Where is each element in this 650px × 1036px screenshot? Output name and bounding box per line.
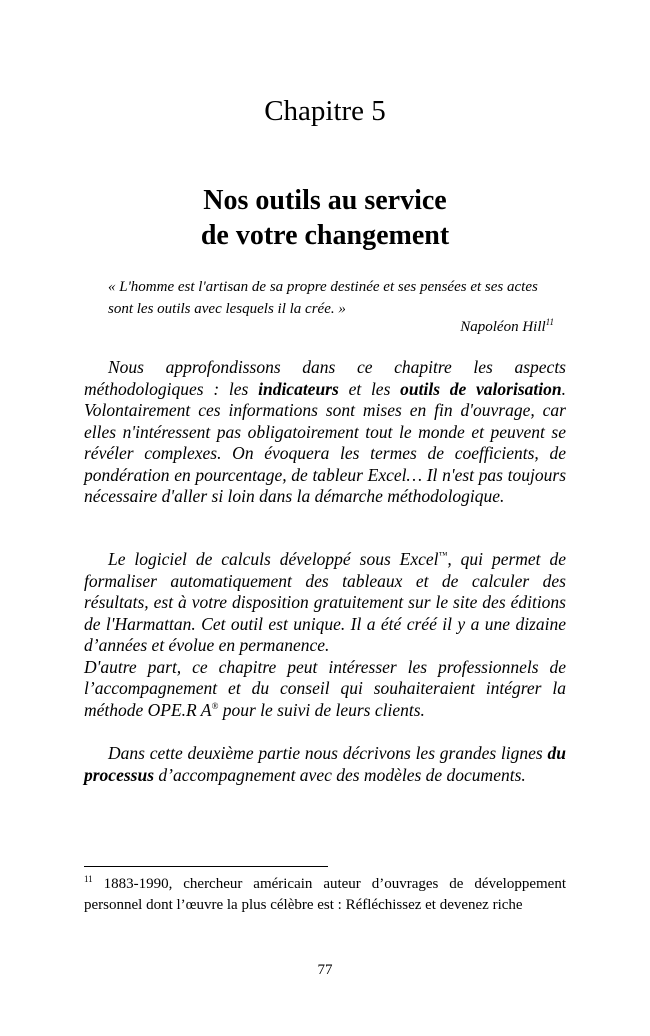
- para1-bold-indicateurs: indicateurs: [258, 378, 339, 399]
- paragraph-3: [84, 743, 566, 786]
- para2-text-a: Le logiciel de calculs développé sous Excel: [108, 549, 439, 569]
- chapter-heading: Chapitre 5: [264, 95, 386, 127]
- para3-text-b: d’accompagnement avec des modèles de documents.: [154, 764, 526, 785]
- footnote-number: 11: [84, 874, 93, 884]
- para3-text-a: Dans cette deuxième partie nous décrivons les grandes lignes: [108, 743, 548, 763]
- para1-text-c: . Volontairement ces informations sont mises en fin d'ouvrage, car elles n'intéressent pas obligatoirement tout le monde et peuvent se révéler complexes. On évoquera les termes de coefficients, de pondération en pourcentage, de tableur Excel… Il n'est pas toujours nécessaire d'aller si loin dans la démarche méthodologique.: [84, 378, 566, 506]
- footnote: [84, 874, 566, 916]
- para2-text-c: D'autre part, ce chapitre peut intéresser les professionnels de l’accompagnement et du conseil qui souhaiteraient intégrer la méthode OPE.R A: [84, 656, 566, 720]
- footnote-divider: [84, 866, 328, 867]
- footnote-text: 1883-1990, chercheur américain auteur d’ouvrages de développement personnel dont l’œuvre la plus célèbre est : Réfléchissez et devenez riche: [84, 876, 566, 913]
- chapter-title-line-1: Nos outils au service: [203, 185, 447, 216]
- para2-text-d: pour le suivi de leurs clients.: [218, 699, 425, 720]
- para1-text-a: Nous approfondissons dans ce chapitre les aspects méthodologiques : les: [84, 357, 566, 399]
- paragraph-2: [84, 549, 566, 721]
- paragraph-1: [84, 357, 566, 508]
- registered-symbol: ®: [211, 700, 219, 711]
- para1-bold-outils: outils de valorisation: [400, 378, 562, 399]
- para3-bold-processus: du processus: [84, 743, 566, 785]
- trademark-symbol: ™: [438, 550, 448, 561]
- footnote-reference: 11: [545, 317, 554, 327]
- chapter-title-line-2: de votre changement: [200, 220, 450, 251]
- epigraph-quote: « L'homme est l'artisan de sa propre destinée et ses pensées et ses actes sont les outils avec lesquels il la crée. »: [108, 279, 538, 317]
- chapter-title: [0, 183, 650, 253]
- page-number: 77: [317, 962, 333, 978]
- epigraph-attribution: [460, 316, 554, 338]
- para2-text-b: , qui permet de formaliser automatiquement des tableaux et de calculer des résultats, est à votre disposition gratuitement sur le site des éditions de l'Harmattan. Cet outil est unique. Il a été créé il y a une dizaine d’années et évolue en permanence.: [84, 549, 566, 655]
- para1-text-b: et les: [338, 378, 401, 399]
- epigraph-author: Napoléon Hill: [460, 319, 546, 335]
